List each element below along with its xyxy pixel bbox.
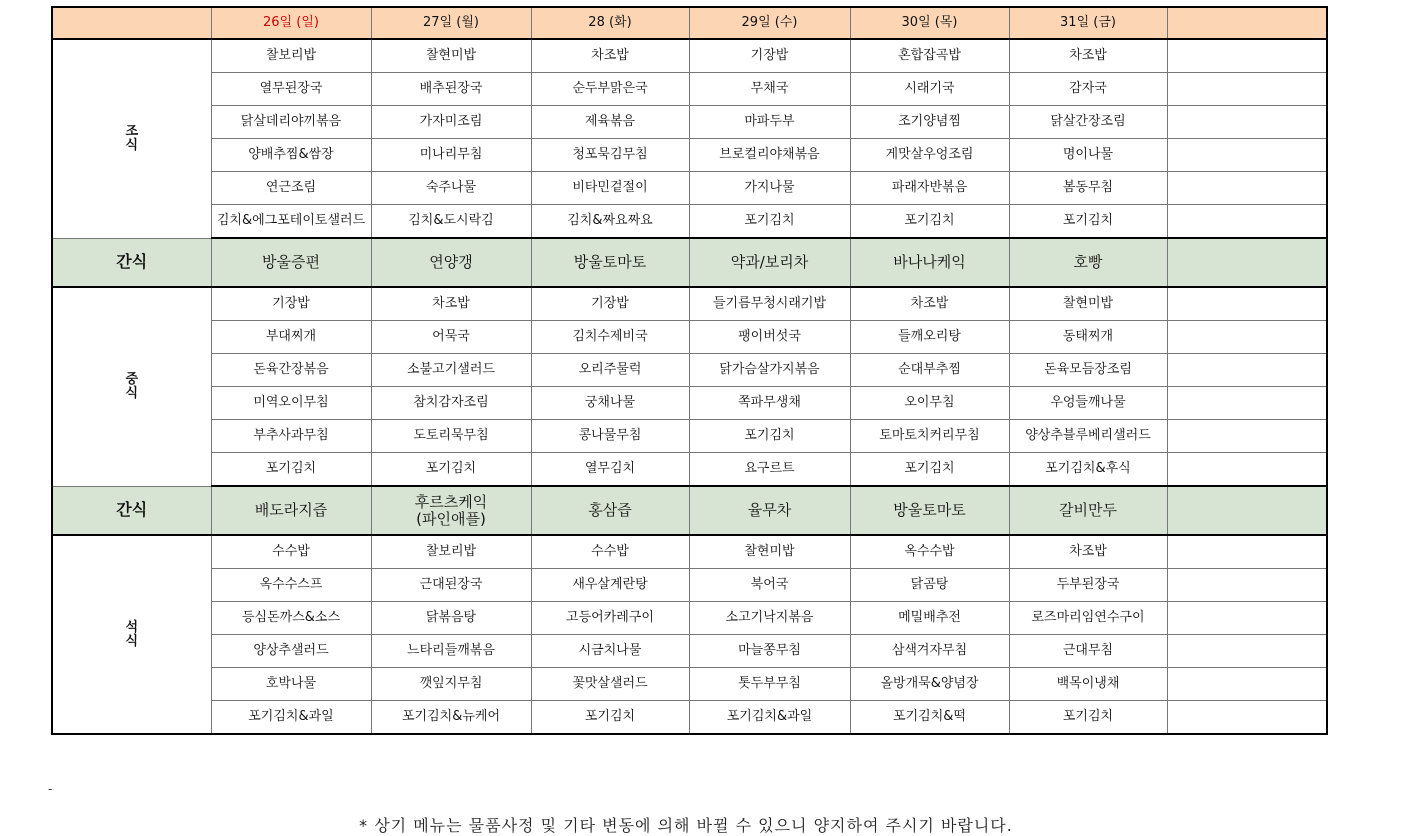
lunch-row (52, 453, 1327, 487)
menu-item-cell: 청포묵김무침 (531, 139, 689, 172)
menu-item-cell: 소고기낙지볶음 (689, 602, 850, 635)
empty-extra-cell (1167, 238, 1327, 287)
empty-extra-cell (1167, 354, 1327, 387)
snack-row (52, 238, 1327, 287)
menu-item-cell: 어묵국 (371, 321, 531, 354)
empty-extra-cell (1167, 387, 1327, 420)
menu-item-cell: 포기김치&떡 (850, 701, 1009, 735)
menu-item-cell: 새우살계란탕 (531, 569, 689, 602)
menu-item-cell: 포기김치 (1009, 205, 1167, 239)
menu-item-cell: 수수밥 (531, 535, 689, 569)
menu-item-cell: 기장밥 (531, 287, 689, 321)
menu-item-cell: 토마토치커리무침 (850, 420, 1009, 453)
menu-item-cell: 근대무침 (1009, 635, 1167, 668)
menu-item-cell: 백목이냉채 (1009, 668, 1167, 701)
menu-item-cell: 기장밥 (689, 39, 850, 73)
menu-item-cell: 김치&에그포테이토샐러드 (211, 205, 371, 239)
breakfast-row (52, 39, 1327, 73)
empty-extra-cell (1167, 535, 1327, 569)
empty-header-cell (1167, 7, 1327, 39)
snack-item-cell: 약과/보리차 (689, 238, 850, 287)
menu-item-cell: 양배추찜&쌈장 (211, 139, 371, 172)
menu-item-cell: 순대부추찜 (850, 354, 1009, 387)
menu-change-notice: * 상기 메뉴는 물품사정 및 기타 변동에 의해 바뀔 수 있으니 양지하여 주시기 바랍니다. (359, 816, 1013, 835)
menu-item-cell: 포기김치 (531, 701, 689, 735)
lunch-label-char: 중 (125, 371, 139, 387)
breakfast-row (52, 172, 1327, 205)
menu-item-cell: 차조밥 (531, 39, 689, 73)
menu-item-cell: 김치&짜요짜요 (531, 205, 689, 239)
menu-item-cell: 들깨오리탕 (850, 321, 1009, 354)
breakfast-row (52, 205, 1327, 239)
menu-item-cell: 순두부맑은국 (531, 73, 689, 106)
menu-item-cell: 삼색겨자무침 (850, 635, 1009, 668)
menu-item-cell: 포기김치&뉴케어 (371, 701, 531, 735)
menu-item-cell: 찰현미밥 (689, 535, 850, 569)
menu-item-cell: 포기김치&과일 (211, 701, 371, 735)
menu-item-cell: 닭볶음탕 (371, 602, 531, 635)
breakfast-label-char: 조 (125, 123, 139, 139)
menu-item-cell: 차조밥 (1009, 535, 1167, 569)
day-header: 31일 (금) (1009, 7, 1167, 39)
dinner-row (52, 635, 1327, 668)
lunch-row (52, 420, 1327, 453)
snack-item-cell: 방울토마토 (850, 486, 1009, 535)
menu-item-cell: 포기김치 (689, 205, 850, 239)
menu-item-cell: 들기름무청시래기밥 (689, 287, 850, 321)
empty-extra-cell (1167, 569, 1327, 602)
menu-item-cell: 감자국 (1009, 73, 1167, 106)
menu-item-cell: 옥수수스프 (211, 569, 371, 602)
menu-item-cell: 오이무침 (850, 387, 1009, 420)
menu-item-cell: 제육볶음 (531, 106, 689, 139)
menu-item-cell: 미나리무침 (371, 139, 531, 172)
menu-item-cell: 기장밥 (211, 287, 371, 321)
menu-item-cell: 돈육간장볶음 (211, 354, 371, 387)
empty-extra-cell (1167, 39, 1327, 73)
snack-label-cell: 간식 (52, 238, 211, 287)
dinner-row (52, 701, 1327, 735)
menu-item-cell: 포기김치 (1009, 701, 1167, 735)
menu-item-cell: 올방개묵&양념장 (850, 668, 1009, 701)
day-header-sunday: 26일 (일) (211, 7, 371, 39)
weekly-menu-table (51, 6, 1328, 735)
menu-item-cell: 콩나물무침 (531, 420, 689, 453)
menu-item-cell: 가자미조림 (371, 106, 531, 139)
empty-extra-cell (1167, 602, 1327, 635)
breakfast-row (52, 73, 1327, 106)
menu-item-cell: 닭가슴살가지볶음 (689, 354, 850, 387)
snack-item-cell: 호빵 (1009, 238, 1167, 287)
menu-item-cell: 포기김치 (850, 453, 1009, 487)
menu-item-cell: 고등어카레구이 (531, 602, 689, 635)
menu-item-cell: 북어국 (689, 569, 850, 602)
empty-extra-cell (1167, 106, 1327, 139)
menu-item-cell: 톳두부무침 (689, 668, 850, 701)
day-header: 29일 (수) (689, 7, 850, 39)
menu-item-cell: 근대된장국 (371, 569, 531, 602)
empty-extra-cell (1167, 321, 1327, 354)
menu-item-cell: 찰보리밥 (211, 39, 371, 73)
menu-item-cell: 숙주나물 (371, 172, 531, 205)
menu-item-cell: 비타민겉절이 (531, 172, 689, 205)
header-corner-cell (52, 7, 211, 39)
dinner-label-char: 석 (125, 619, 139, 635)
menu-item-cell: 마늘쫑무침 (689, 635, 850, 668)
dinner-row (52, 569, 1327, 602)
empty-extra-cell (1167, 701, 1327, 735)
menu-item-cell: 등심돈까스&소스 (211, 602, 371, 635)
snack-item-cell: 방울토마토 (531, 238, 689, 287)
snack-item-cell: 바나나케익 (850, 238, 1009, 287)
menu-item-cell: 혼합잡곡밥 (850, 39, 1009, 73)
menu-item-cell: 찰보리밥 (371, 535, 531, 569)
menu-item-cell: 부대찌개 (211, 321, 371, 354)
menu-item-cell: 김치&도시락김 (371, 205, 531, 239)
dinner-row (52, 602, 1327, 635)
day-header: 30일 (목) (850, 7, 1009, 39)
stray-dash: - (48, 782, 53, 796)
menu-item-cell: 조기양념찜 (850, 106, 1009, 139)
menu-item-cell: 포기김치 (850, 205, 1009, 239)
empty-extra-cell (1167, 172, 1327, 205)
breakfast-label-char: 식 (125, 137, 139, 153)
empty-extra-cell (1167, 139, 1327, 172)
menu-item-cell: 미역오이무침 (211, 387, 371, 420)
menu-item-cell: 연근조림 (211, 172, 371, 205)
menu-item-cell: 가지나물 (689, 172, 850, 205)
menu-item-cell: 차조밥 (850, 287, 1009, 321)
menu-item-cell: 깻잎지무침 (371, 668, 531, 701)
menu-item-cell: 닭살간장조림 (1009, 106, 1167, 139)
snack-item-cell: 배도라지즙 (211, 486, 371, 535)
menu-item-cell: 포기김치&과일 (689, 701, 850, 735)
menu-item-cell: 느타리들깨볶음 (371, 635, 531, 668)
menu-item-cell: 양상추블루베리샐러드 (1009, 420, 1167, 453)
snack-item-cell: 율무차 (689, 486, 850, 535)
dinner-row (52, 535, 1327, 569)
header-row (52, 7, 1327, 39)
menu-item-cell: 동태찌개 (1009, 321, 1167, 354)
snack-item-cell: 연양갱 (371, 238, 531, 287)
menu-item-cell: 게맛살우엉조림 (850, 139, 1009, 172)
snack-item-cell: 후르츠케익 (파인애플) (371, 486, 531, 535)
menu-item-cell: 차조밥 (371, 287, 531, 321)
dinner-row (52, 668, 1327, 701)
menu-item-cell: 부추사과무침 (211, 420, 371, 453)
empty-extra-cell (1167, 287, 1327, 321)
lunch-label-cell (52, 287, 211, 486)
breakfast-label-cell (52, 39, 211, 238)
menu-item-cell: 차조밥 (1009, 39, 1167, 73)
snack-item-cell: 방울증편 (211, 238, 371, 287)
empty-extra-cell (1167, 668, 1327, 701)
day-header: 28 (화) (531, 7, 689, 39)
menu-item-cell: 소불고기샐러드 (371, 354, 531, 387)
empty-extra-cell (1167, 73, 1327, 106)
dinner-label-char: 식 (125, 633, 139, 649)
menu-item-cell: 돈육모듬장조림 (1009, 354, 1167, 387)
menu-item-cell: 메밀배추전 (850, 602, 1009, 635)
snack-item-cell: 갈비만두 (1009, 486, 1167, 535)
menu-item-cell: 옥수수밥 (850, 535, 1009, 569)
menu-item-cell: 닭살데리야끼볶음 (211, 106, 371, 139)
lunch-row (52, 354, 1327, 387)
lunch-row (52, 387, 1327, 420)
menu-item-cell: 오리주물럭 (531, 354, 689, 387)
menu-item-cell: 명이나물 (1009, 139, 1167, 172)
menu-item-cell: 열무김치 (531, 453, 689, 487)
menu-item-cell: 봄동무침 (1009, 172, 1167, 205)
menu-item-cell: 팽이버섯국 (689, 321, 850, 354)
menu-item-cell: 김치수제비국 (531, 321, 689, 354)
menu-item-cell: 마파두부 (689, 106, 850, 139)
menu-item-cell: 포기김치 (689, 420, 850, 453)
menu-item-cell: 찰현미밥 (1009, 287, 1167, 321)
menu-item-cell: 쪽파무생채 (689, 387, 850, 420)
snack-label-cell: 간식 (52, 486, 211, 535)
menu-item-cell: 참치감자조림 (371, 387, 531, 420)
menu-item-cell: 찰현미밥 (371, 39, 531, 73)
menu-item-cell: 닭곰탕 (850, 569, 1009, 602)
menu-item-cell: 도토리묵무침 (371, 420, 531, 453)
breakfast-row (52, 106, 1327, 139)
empty-extra-cell (1167, 205, 1327, 239)
lunch-row (52, 321, 1327, 354)
lunch-label-char: 식 (125, 385, 139, 401)
empty-extra-cell (1167, 486, 1327, 535)
empty-extra-cell (1167, 635, 1327, 668)
menu-item-cell: 수수밥 (211, 535, 371, 569)
lunch-row (52, 287, 1327, 321)
menu-item-cell: 요구르트 (689, 453, 850, 487)
menu-item-cell: 꽃맛살샐러드 (531, 668, 689, 701)
menu-item-cell: 궁채나물 (531, 387, 689, 420)
menu-item-cell: 브로컬리야채볶음 (689, 139, 850, 172)
menu-item-cell: 양상추샐러드 (211, 635, 371, 668)
empty-extra-cell (1167, 453, 1327, 487)
day-header: 27일 (월) (371, 7, 531, 39)
menu-item-cell: 시금치나물 (531, 635, 689, 668)
menu-item-cell: 우엉들깨나물 (1009, 387, 1167, 420)
menu-item-cell: 로즈마리임연수구이 (1009, 602, 1167, 635)
menu-item-cell: 파래자반볶음 (850, 172, 1009, 205)
menu-item-cell: 호박나물 (211, 668, 371, 701)
empty-extra-cell (1167, 420, 1327, 453)
snack-row (52, 486, 1327, 535)
menu-item-cell: 시래기국 (850, 73, 1009, 106)
snack-item-cell: 홍삼즙 (531, 486, 689, 535)
dinner-label-cell (52, 535, 211, 734)
menu-item-cell: 무채국 (689, 73, 850, 106)
breakfast-row (52, 139, 1327, 172)
menu-item-cell: 포기김치 (211, 453, 371, 487)
menu-item-cell: 배추된장국 (371, 73, 531, 106)
menu-item-cell: 두부된장국 (1009, 569, 1167, 602)
menu-item-cell: 열무된장국 (211, 73, 371, 106)
menu-item-cell: 포기김치&후식 (1009, 453, 1167, 487)
menu-item-cell: 포기김치 (371, 453, 531, 487)
